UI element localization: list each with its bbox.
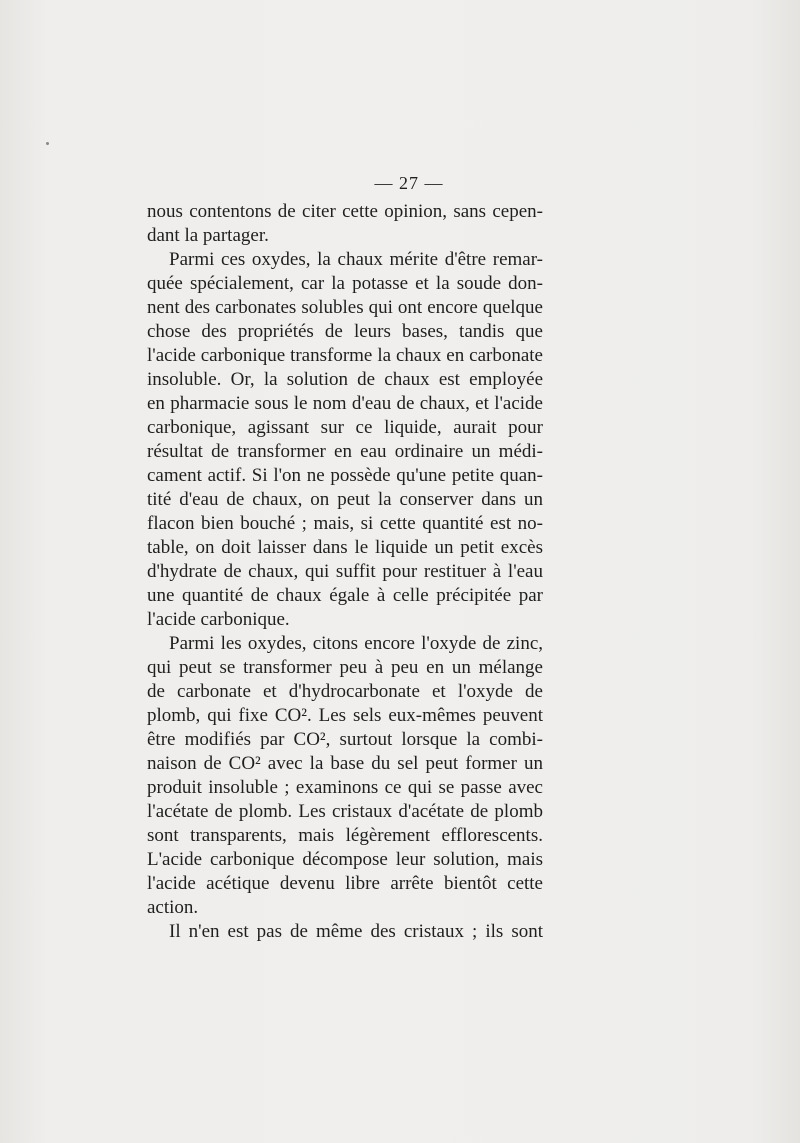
text-line: L'acide carbonique décompose leur solution, mais [147, 849, 543, 870]
text-line: cament actif. Si l'on ne possède qu'une petite quan- [147, 465, 543, 486]
text-line: table, on doit laisser dans le liquide un petit excès [147, 537, 543, 558]
text-line: une quantité de chaux égale à celle précipitée par [147, 585, 543, 606]
text-line: nous contentons de citer cette opinion, sans cepen- [147, 201, 543, 222]
text-line: de carbonate et d'hydrocarbonate et l'oxyde de [147, 681, 543, 702]
text-line: en pharmacie sous le nom d'eau de chaux, et l'acide [147, 393, 543, 414]
page-number: — 27 — [374, 173, 444, 193]
text-line: l'acide carbonique transforme la chaux en carbonate [147, 345, 543, 366]
text-line: Parmi les oxydes, citons encore l'oxyde de zinc, [169, 633, 543, 654]
body-text [147, 200, 543, 944]
text-line: insoluble. Or, la solution de chaux est employée [147, 369, 543, 390]
text-line: l'acétate de plomb. Les cristaux d'acétate de plomb [147, 801, 543, 822]
text-line: flacon bien bouché ; mais, si cette quantité est no- [147, 513, 543, 534]
text-line: dant la partager. [147, 225, 269, 246]
text-line: chose des propriétés de leurs bases, tandis que [147, 321, 543, 342]
text-line: quée spécialement, car la potasse et la soude don- [147, 273, 543, 294]
text-line: d'hydrate de chaux, qui suffit pour restituer à l'eau [147, 561, 543, 582]
text-line: tité d'eau de chaux, on peut la conserver dans un [147, 489, 543, 510]
text-line: Parmi ces oxydes, la chaux mérite d'être remar- [169, 249, 543, 270]
text-line: Il n'en est pas de même des cristaux ; ils sont [169, 921, 543, 942]
text-line: action. [147, 897, 199, 918]
text-line: sont transparents, mais légèrement efflorescents. [147, 825, 543, 846]
text-line: résultat de transformer en eau ordinaire un médi- [147, 441, 543, 462]
text-line: produit insoluble ; examinons ce qui se passe avec [147, 777, 543, 798]
text-line: l'acide carbonique. [147, 609, 290, 630]
text-line: qui peut se transformer peu à peu en un mélange [147, 657, 543, 678]
text-line: plomb, qui fixe CO². Les sels eux-mêmes peuvent [147, 705, 543, 726]
text-line: être modifiés par CO², surtout lorsque la combi- [147, 729, 543, 750]
text-line: nent des carbonates solubles qui ont encore quelque [147, 297, 543, 318]
text-line: l'acide acétique devenu libre arrête bientôt cette [147, 873, 543, 894]
paper-speck [46, 142, 49, 145]
text-line: naison de CO² avec la base du sel peut former un [147, 753, 543, 774]
text-line: carbonique, agissant sur ce liquide, aurait pour [147, 417, 543, 438]
